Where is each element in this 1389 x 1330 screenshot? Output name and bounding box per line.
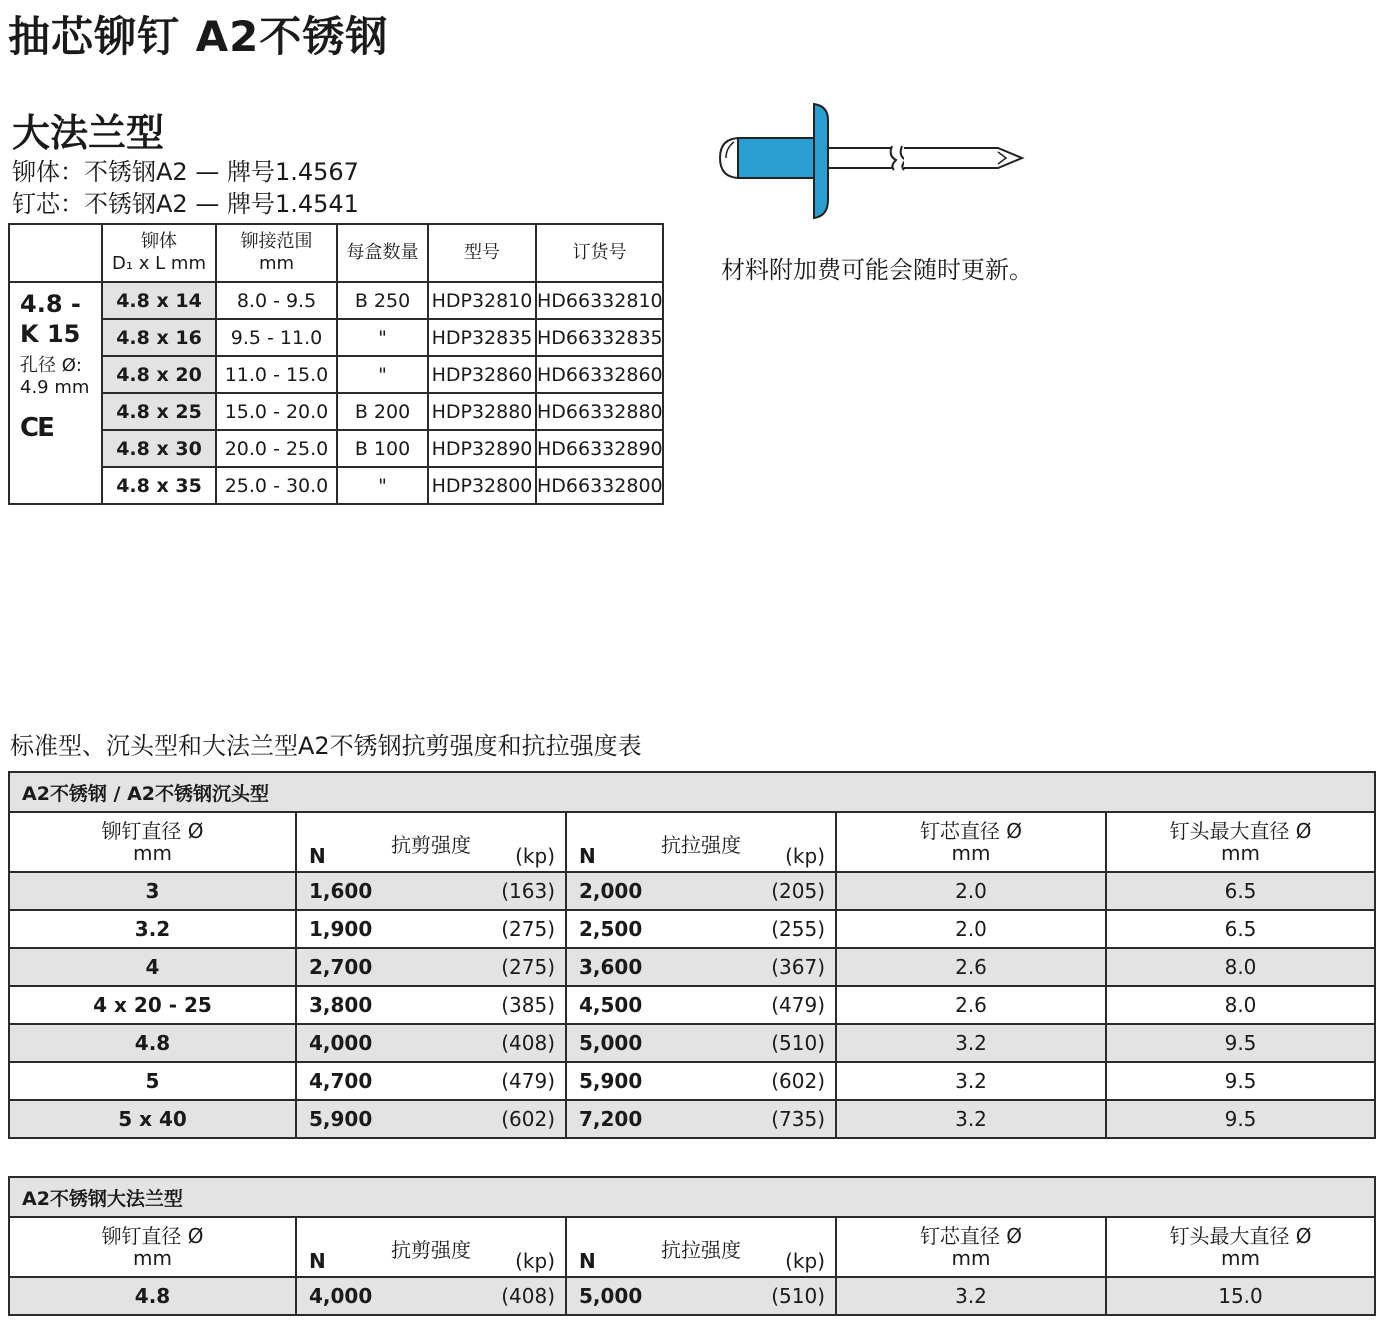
table-group-title: A2不锈钢 / A2不锈钢沉头型	[9, 772, 1375, 812]
shear-n: 4,000	[309, 1031, 373, 1055]
strength-table-standard	[8, 771, 1376, 1139]
tensile-kp: (510)	[771, 1031, 825, 1055]
tensile-cell	[566, 872, 836, 910]
head-dia-cell: 8.0	[1106, 948, 1375, 986]
tensile-kp: (479)	[771, 993, 825, 1017]
table-row	[9, 282, 663, 319]
size-cell: 4.8 x 30	[102, 430, 216, 467]
order-cell: HD66332860	[536, 356, 663, 393]
shear-cell	[296, 1062, 566, 1100]
type-cell	[9, 282, 102, 504]
rivet-flange	[814, 104, 828, 218]
qty-cell: B 250	[337, 282, 428, 319]
table-row	[9, 948, 1375, 986]
strength-table-heading: 标准型、沉头型和大法兰型A2不锈钢抗剪强度和抗拉强度表	[10, 732, 642, 760]
rivet-dia-cell: 3.2	[9, 910, 296, 948]
order-cell: HD66332810	[536, 282, 663, 319]
col-tensile: 抗拉强度 N (kp)	[566, 1217, 836, 1277]
shear-n: 2,700	[309, 955, 373, 979]
tensile-n: 7,200	[579, 1107, 643, 1131]
col-body: 铆体 D₁ x L mm	[102, 224, 216, 282]
col-shear: 抗剪强度 N (kp)	[296, 1217, 566, 1277]
range-cell: 25.0 - 30.0	[216, 467, 337, 504]
range-cell: 20.0 - 25.0	[216, 430, 337, 467]
rivet-dia-cell: 3	[9, 872, 296, 910]
model-cell: HDP32890	[428, 430, 536, 467]
size-cell: 4.8 x 16	[102, 319, 216, 356]
table-row	[9, 393, 663, 430]
col-mandrel-dia: 钉芯直径 Ø mm	[836, 812, 1106, 872]
mandrel-dia-cell: 3.2	[836, 1024, 1106, 1062]
shear-cell	[296, 910, 566, 948]
rivet-dia-cell: 4.8	[9, 1277, 296, 1315]
product-table	[8, 223, 664, 505]
shear-kp: (602)	[501, 1107, 555, 1131]
shear-n: 1,900	[309, 917, 373, 941]
size-cell: 4.8 x 25	[102, 393, 216, 430]
col-mandrel-dia: 钉芯直径 Ø mm	[836, 1217, 1106, 1277]
order-cell: HD66332890	[536, 430, 663, 467]
table-row	[9, 986, 1375, 1024]
mandrel-dia-cell: 2.6	[836, 986, 1106, 1024]
shear-kp: (275)	[501, 917, 555, 941]
hole-label: 孔径 Ø:	[20, 355, 82, 376]
tensile-n: 3,600	[579, 955, 643, 979]
tensile-n: 5,900	[579, 1069, 643, 1093]
section-title: 大法兰型	[12, 111, 165, 155]
head-dia-cell: 9.5	[1106, 1100, 1375, 1138]
shear-kp: (408)	[501, 1284, 555, 1308]
col-head-dia: 钉头最大直径 Ø mm	[1106, 1217, 1375, 1277]
model-cell: HDP32800	[428, 467, 536, 504]
size-cell: 4.8 x 14	[102, 282, 216, 319]
rivet-dia-cell: 4	[9, 948, 296, 986]
table-row	[9, 356, 663, 393]
mandrel-material: 钉芯：不锈钢A2 — 牌号1.4541	[12, 190, 359, 218]
tensile-n: 2,000	[579, 879, 643, 903]
mandrel-dia-cell: 3.2	[836, 1100, 1106, 1138]
qty-cell: B 100	[337, 430, 428, 467]
tensile-kp: (602)	[771, 1069, 825, 1093]
shear-cell	[296, 872, 566, 910]
ce-mark-icon: CE	[20, 413, 53, 443]
model-cell: HDP32880	[428, 393, 536, 430]
col-shear: 抗剪强度 N (kp)	[296, 812, 566, 872]
tensile-cell	[566, 1100, 836, 1138]
table-row	[9, 1100, 1375, 1138]
col-qty: 每盒数量	[337, 224, 428, 282]
head-dia-cell: 8.0	[1106, 986, 1375, 1024]
tensile-cell	[566, 910, 836, 948]
table-row	[9, 872, 1375, 910]
shear-kp: (408)	[501, 1031, 555, 1055]
shear-kp: (163)	[501, 879, 555, 903]
shear-kp: (275)	[501, 955, 555, 979]
shear-n: 3,800	[309, 993, 373, 1017]
hole-value: 4.9 mm	[20, 377, 90, 398]
range-cell: 8.0 - 9.5	[216, 282, 337, 319]
col-tensile: 抗拉强度 N (kp)	[566, 812, 836, 872]
type-label: 4.8 -	[20, 290, 81, 318]
tensile-n: 5,000	[579, 1031, 643, 1055]
tensile-cell	[566, 1024, 836, 1062]
strength-header-row	[9, 812, 1375, 872]
col-rivet-dia: 铆钉直径 Ø mm	[9, 812, 296, 872]
rivet-dia-cell: 4 x 20 - 25	[9, 986, 296, 1024]
mandrel-dia-cell: 2.6	[836, 948, 1106, 986]
shear-n: 5,900	[309, 1107, 373, 1131]
tensile-kp: (367)	[771, 955, 825, 979]
model-cell: HDP32860	[428, 356, 536, 393]
rivet-body	[738, 138, 818, 178]
table-row	[9, 910, 1375, 948]
tensile-cell	[566, 1062, 836, 1100]
page-title: 抽芯铆钉 A2不锈钢	[8, 12, 389, 61]
tensile-kp: (255)	[771, 917, 825, 941]
rivet-dia-cell: 4.8	[9, 1024, 296, 1062]
tensile-cell	[566, 986, 836, 1024]
table-row	[9, 1024, 1375, 1062]
table-row	[9, 1062, 1375, 1100]
range-cell: 11.0 - 15.0	[216, 356, 337, 393]
tensile-kp: (510)	[771, 1284, 825, 1308]
body-material: 铆体：不锈钢A2 — 牌号1.4567	[12, 158, 359, 186]
size-cell: 4.8 x 35	[102, 467, 216, 504]
model-cell: HDP32810	[428, 282, 536, 319]
head-dia-cell: 6.5	[1106, 910, 1375, 948]
shear-n: 1,600	[309, 879, 373, 903]
table-row	[9, 430, 663, 467]
col-rivet-dia: 铆钉直径 Ø mm	[9, 1217, 296, 1277]
range-cell: 15.0 - 20.0	[216, 393, 337, 430]
tensile-cell	[566, 948, 836, 986]
strength-header-row	[9, 1217, 1375, 1277]
order-cell: HD66332800	[536, 467, 663, 504]
table-row	[9, 319, 663, 356]
qty-cell: "	[337, 467, 428, 504]
order-cell: HD66332880	[536, 393, 663, 430]
size-cell: 4.8 x 20	[102, 356, 216, 393]
col-range: 铆接范围 mm	[216, 224, 337, 282]
col-head-dia: 钉头最大直径 Ø mm	[1106, 812, 1375, 872]
shear-kp: (385)	[501, 993, 555, 1017]
head-dia-cell: 9.5	[1106, 1024, 1375, 1062]
shear-n: 4,700	[309, 1069, 373, 1093]
head-dia-cell: 15.0	[1106, 1277, 1375, 1315]
product-table-header	[9, 224, 663, 282]
qty-cell: B 200	[337, 393, 428, 430]
range-cell: 9.5 - 11.0	[216, 319, 337, 356]
tensile-kp: (205)	[771, 879, 825, 903]
qty-cell: "	[337, 319, 428, 356]
tensile-kp: (735)	[771, 1107, 825, 1131]
rivet-dia-cell: 5	[9, 1062, 296, 1100]
shear-cell	[296, 948, 566, 986]
shear-cell	[296, 1277, 566, 1315]
surcharge-note: 材料附加费可能会随时更新。	[721, 256, 1033, 284]
shear-kp: (479)	[501, 1069, 555, 1093]
col-order: 订货号	[536, 224, 663, 282]
tensile-n: 5,000	[579, 1284, 643, 1308]
table-row	[9, 1277, 1375, 1315]
type-label-2: K 15	[20, 320, 81, 348]
shear-cell	[296, 1024, 566, 1062]
tensile-cell	[566, 1277, 836, 1315]
mandrel-dia-cell: 2.0	[836, 910, 1106, 948]
shear-cell	[296, 1100, 566, 1138]
order-cell: HD66332835	[536, 319, 663, 356]
tensile-n: 2,500	[579, 917, 643, 941]
table-row	[9, 467, 663, 504]
mandrel-dia-cell: 3.2	[836, 1277, 1106, 1315]
mandrel-dia-cell: 3.2	[836, 1062, 1106, 1100]
qty-cell: "	[337, 356, 428, 393]
mandrel-dia-cell: 2.0	[836, 872, 1106, 910]
corner-cell	[9, 224, 102, 282]
shear-n: 4,000	[309, 1284, 373, 1308]
model-cell: HDP32835	[428, 319, 536, 356]
tensile-n: 4,500	[579, 993, 643, 1017]
col-model: 型号	[428, 224, 536, 282]
head-dia-cell: 6.5	[1106, 872, 1375, 910]
rivet-dia-cell: 5 x 40	[9, 1100, 296, 1138]
rivet-illustration	[716, 100, 1032, 222]
table-group-title: A2不锈钢大法兰型	[9, 1177, 1375, 1217]
shear-cell	[296, 986, 566, 1024]
head-dia-cell: 9.5	[1106, 1062, 1375, 1100]
strength-table-large-flange	[8, 1176, 1376, 1316]
